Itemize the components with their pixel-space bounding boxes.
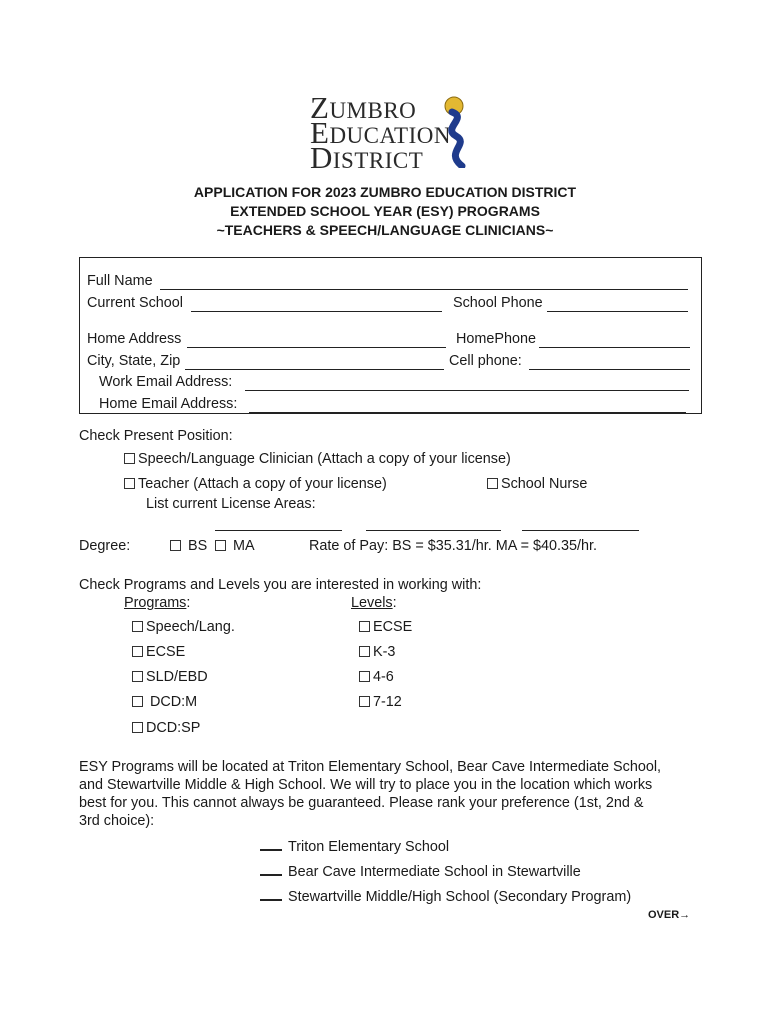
degree-bs-option[interactable] xyxy=(170,537,207,555)
logo-line-1: ZUMBRO xyxy=(310,90,417,125)
location-choice[interactable] xyxy=(260,861,581,881)
program-checkbox[interactable] xyxy=(132,621,143,632)
teacher-label: Teacher (Attach a copy of your license) xyxy=(138,476,387,492)
programs-column-label: Programs: xyxy=(124,595,191,611)
cell-phone-field[interactable] xyxy=(529,355,690,370)
program-label: DCD:M xyxy=(150,694,198,710)
rate-of-pay: Rate of Pay: BS = $35.31/hr. MA = $40.35/hr. xyxy=(309,538,598,554)
locations-paragraph-line-1: ESY Programs will be located at Triton Elementary School, Bear Cave Intermediate School, xyxy=(79,759,662,775)
level-checkbox[interactable] xyxy=(359,621,370,632)
ma-label: MA xyxy=(233,538,255,554)
position-nurse-option[interactable] xyxy=(487,475,587,493)
current-school-label: Current School xyxy=(87,295,183,311)
levels-column-label: Levels: xyxy=(351,595,397,611)
location-choice[interactable] xyxy=(260,886,631,906)
level-option[interactable] xyxy=(359,643,395,661)
rank-blank[interactable] xyxy=(260,836,282,851)
rank-blank[interactable] xyxy=(260,886,282,901)
level-option[interactable] xyxy=(359,668,394,686)
degree-label: Degree: xyxy=(79,538,131,554)
work-email-field[interactable] xyxy=(245,376,689,391)
over-indicator: OVER→ xyxy=(648,909,691,921)
level-label: ECSE xyxy=(373,619,413,635)
program-option[interactable] xyxy=(132,618,235,636)
nurse-label: School Nurse xyxy=(501,476,588,492)
form-title-line-2: EXTENDED SCHOOL YEAR (ESY) PROGRAMS xyxy=(230,203,540,219)
level-checkbox[interactable] xyxy=(359,646,370,657)
rank-blank[interactable] xyxy=(260,861,282,876)
level-label: K-3 xyxy=(373,644,396,660)
program-label: ECSE xyxy=(146,644,186,660)
level-option[interactable] xyxy=(359,618,412,636)
city-state-zip-field[interactable] xyxy=(185,355,444,370)
teacher-checkbox[interactable] xyxy=(124,478,135,489)
program-label: Speech/Lang. xyxy=(146,619,235,635)
form-title-line-1: APPLICATION FOR 2023 ZUMBRO EDUCATION DISTRICT xyxy=(193,184,577,200)
locations-paragraph-line-4: 3rd choice): xyxy=(79,813,155,829)
home-email-label: Home Email Address: xyxy=(99,396,238,412)
program-label: DCD:SP xyxy=(146,720,201,736)
nurse-checkbox[interactable] xyxy=(487,478,498,489)
city-state-zip-label: City, State, Zip xyxy=(87,353,181,369)
degree-ma-option[interactable] xyxy=(215,537,255,555)
program-checkbox[interactable] xyxy=(132,696,143,707)
cell-phone-label: Cell phone: xyxy=(449,353,522,369)
level-label: 7-12 xyxy=(373,694,402,710)
level-checkbox[interactable] xyxy=(359,696,370,707)
form-title-line-3: ~TEACHERS & SPEECH/LANGUAGE CLINICIANS~ xyxy=(216,222,554,238)
license-areas-label: List current License Areas: xyxy=(146,496,316,512)
position-slp-option[interactable] xyxy=(124,450,511,468)
program-label: SLD/EBD xyxy=(146,669,208,685)
logo-line-3: DISTRICT xyxy=(310,140,424,175)
home-address-field[interactable] xyxy=(187,333,446,348)
license-area-field-3[interactable] xyxy=(522,516,639,531)
home-address-label: Home Address xyxy=(87,331,182,347)
district-logo xyxy=(310,90,470,175)
location-label: Stewartville Middle/High School (Secondary Program) xyxy=(288,889,632,905)
current-school-field[interactable] xyxy=(191,297,442,312)
position-teacher-option[interactable] xyxy=(124,475,387,493)
program-option[interactable] xyxy=(132,668,208,686)
program-checkbox[interactable] xyxy=(132,722,143,733)
location-label: Triton Elementary School xyxy=(288,839,450,855)
logo-line-2: EDUCATION xyxy=(310,115,451,150)
home-phone-label: HomePhone xyxy=(456,331,536,347)
home-phone-field[interactable] xyxy=(539,333,690,348)
level-label: 4-6 xyxy=(373,669,394,685)
program-checkbox[interactable] xyxy=(132,671,143,682)
level-checkbox[interactable] xyxy=(359,671,370,682)
school-phone-label: School Phone xyxy=(453,295,543,311)
locations-paragraph-line-3: best for you. This cannot always be guaranteed. Please rank your preference (1st, 2nd & xyxy=(79,795,644,811)
full-name-label: Full Name xyxy=(87,273,153,289)
programs-heading: Check Programs and Levels you are interested in working with: xyxy=(79,577,482,593)
home-email-field[interactable] xyxy=(249,398,686,413)
location-choice[interactable] xyxy=(260,836,449,856)
position-heading: Check Present Position: xyxy=(79,428,233,444)
slp-checkbox[interactable] xyxy=(124,453,135,464)
program-checkbox[interactable] xyxy=(132,646,143,657)
bs-checkbox[interactable] xyxy=(170,540,181,551)
ma-checkbox[interactable] xyxy=(215,540,226,551)
program-option[interactable] xyxy=(132,643,185,661)
bs-label: BS xyxy=(188,538,208,554)
locations-paragraph-line-2: and Stewartville Middle & High School. We will try to place you in the location which works xyxy=(79,777,653,793)
full-name-field[interactable] xyxy=(160,275,688,290)
slp-label: Speech/Language Clinician (Attach a copy of your license) xyxy=(138,451,511,467)
work-email-label: Work Email Address: xyxy=(99,374,233,390)
license-area-field-1[interactable] xyxy=(215,516,342,531)
location-label: Bear Cave Intermediate School in Stewartville xyxy=(288,864,581,880)
river-emblem-icon xyxy=(438,94,474,168)
school-phone-field[interactable] xyxy=(547,297,688,312)
level-option[interactable] xyxy=(359,693,402,711)
program-option[interactable] xyxy=(132,693,197,711)
program-option[interactable] xyxy=(132,719,200,737)
license-area-field-2[interactable] xyxy=(366,516,501,531)
